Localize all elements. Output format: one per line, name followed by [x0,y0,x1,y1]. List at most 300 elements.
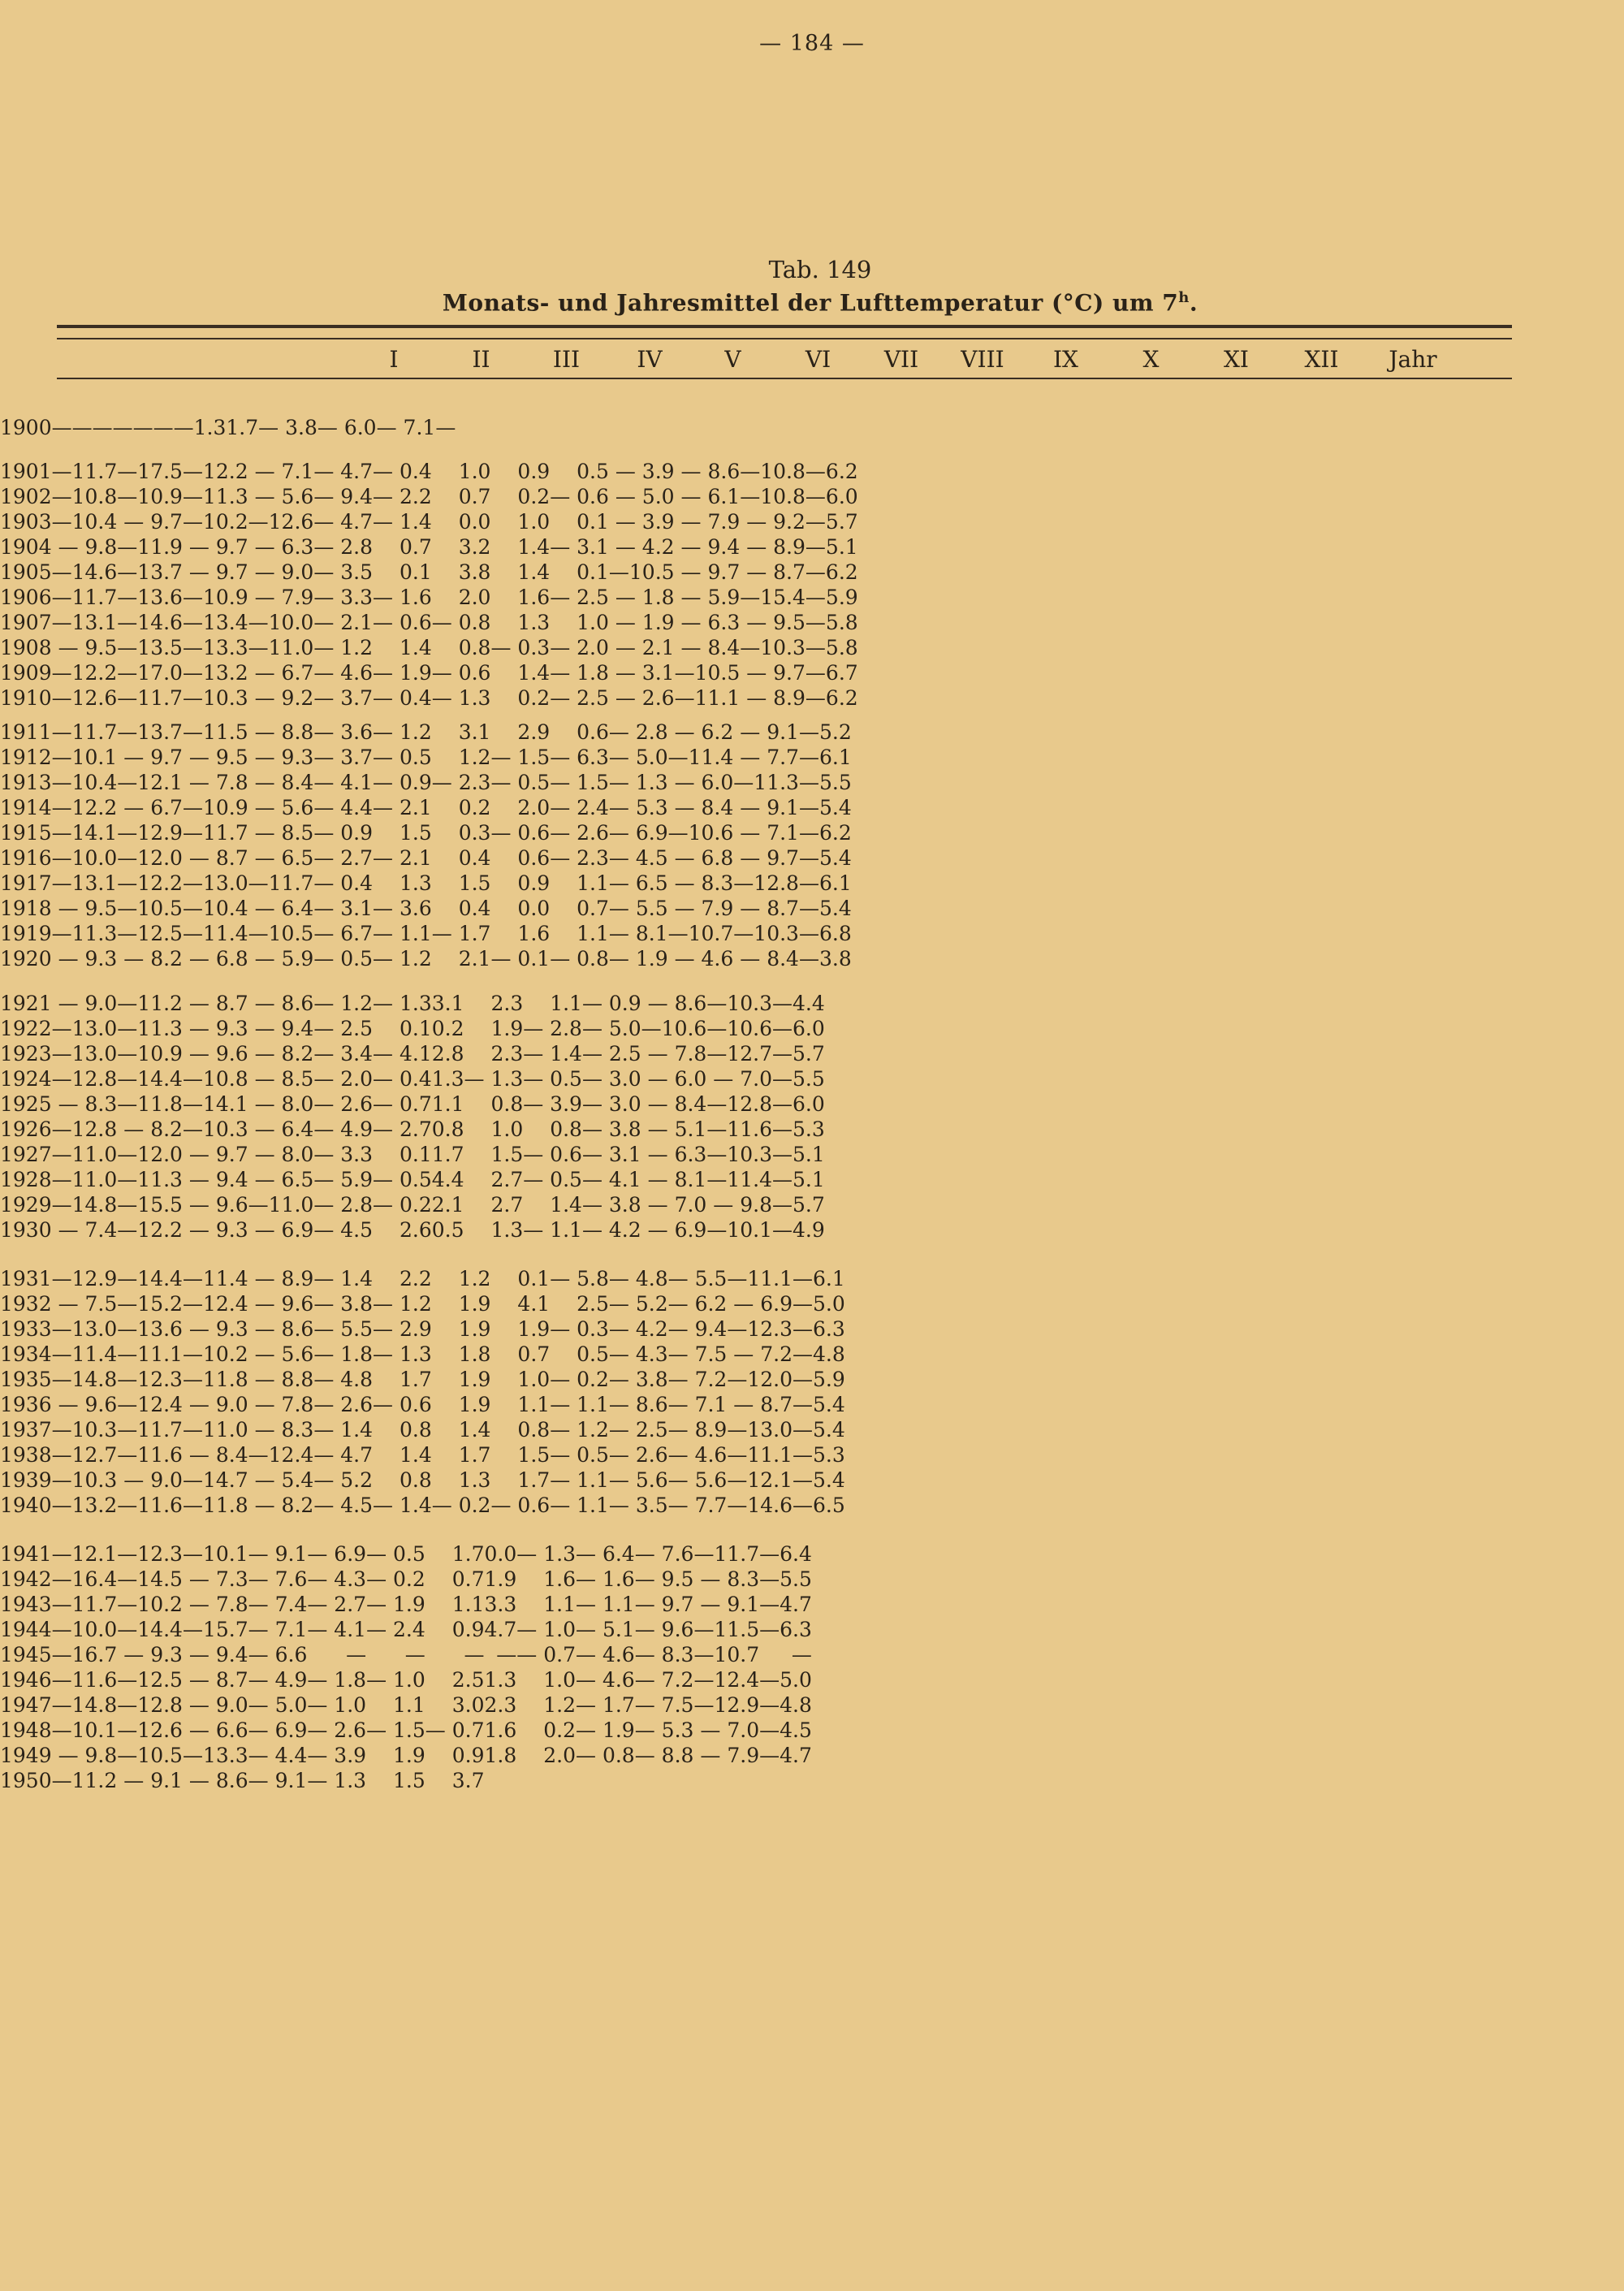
year-cell: 1935 [0,1368,52,1391]
value-cell: — 8.4 [188,1443,248,1467]
value-cell: — 4.7 [313,1443,374,1467]
year-cell: 1922 [0,1017,52,1040]
value-cell: 1.6 [543,1567,576,1591]
value-cell: — 0.7 [373,1092,432,1116]
value-cell: — 1.8 [313,1342,374,1366]
value-cell: —4.5 [759,1718,812,1742]
value-cell: — 1.7 [431,922,491,945]
value-cell: — 5.0 [581,1017,641,1040]
value-cell: — 1.5 [550,771,609,794]
value-cell: — 3.1 [313,897,374,920]
year-cell: 1900 [0,416,52,439]
value-cell: 3.0 [451,1693,485,1717]
value-cell: — 6.9 [307,1542,367,1566]
value-cell: — 8.6 [680,460,741,483]
value-cell: —12.8 [51,1067,118,1091]
value-cell: — 3.9 [615,460,675,483]
value-cell: — 7.3 [188,1567,248,1591]
value-cell: 1.4 [517,661,551,685]
value-cell: — 1.0 [366,1668,425,1692]
table-title [0,289,1624,316]
value-cell: —11.5 [693,1618,760,1641]
value-cell: —5.4 [793,1468,845,1492]
value-cell: — 8.3 [58,1092,118,1116]
year-cell: 1941 [0,1542,52,1566]
table-row [0,659,858,685]
value-cell: —4.9 [772,1218,825,1242]
value-cell: —13.0 [51,1317,118,1341]
value-cell: — 5.6 [608,1468,668,1492]
value-cell: — 4.9 [248,1668,308,1692]
value-cell: 2.9 [517,720,551,744]
value-cell: — 0.8 [576,1744,635,1767]
value-cell: — 4.8 [313,1368,374,1391]
value-cell: — 2.7 [307,1593,367,1616]
value-cell: — 2.5 [313,1017,374,1040]
table-row [0,584,858,609]
value-cell: — 3.8 [608,1368,668,1391]
value-cell: —13.2 [182,661,248,685]
value-cell: —12.8 [733,871,799,895]
value-cell: — 4.3 [307,1567,367,1591]
value-cell: —13.7 [117,720,183,744]
value-cell: — 0.2 [366,1567,425,1591]
value-cell: — 9.6 [188,1042,248,1066]
column-header: VIII [961,345,1004,373]
table-row [0,1666,812,1692]
value-cell: — 8.8 [254,1368,314,1391]
value-cell: — 4.1 [581,1168,641,1191]
value-cell: —6.3 [759,1618,812,1641]
table-row [0,458,858,483]
value-cell: 1.1 [451,1593,485,1616]
value-cell [635,1767,694,1792]
column-header: VII [883,345,919,373]
value-cell: 0.8 [517,1418,551,1442]
value-cell: —5.7 [805,510,858,534]
value-cell: —14.6 [51,560,118,584]
value-cell: 1.2 [458,746,491,769]
value-cell: 1.3 [517,611,551,634]
value-cell: — 8.6 [647,992,707,1015]
value-cell: 1.7 [451,1542,485,1566]
value-cell: 0.5 [577,1342,609,1366]
value-cell: — 3.9 [307,1744,367,1767]
value-cell: — 9.8 [713,1193,773,1217]
value-cell: — 4.7 [313,460,374,483]
value-cell: —11.0 [51,1143,118,1166]
value-cell: —10.9 [117,1042,183,1066]
value-cell: —12.8 [706,1092,773,1116]
value-cell: — 2.9 [373,1317,432,1341]
value-cell: — 8.1 [647,1168,707,1191]
value-cell: —10.1 [51,1718,118,1742]
table-row [0,1040,825,1066]
value-cell: —12.3 [117,1368,183,1391]
value-cell: — 3.8 [258,416,317,439]
value-cell: 1.9 [458,1317,491,1341]
value-cell: —14.5 [117,1567,183,1591]
value-cell [759,1767,812,1792]
value-cell: — 1.1 [550,1393,609,1416]
table-row [0,1492,845,1517]
value-cell: 1.0 [517,1368,551,1391]
value-cell: — 0.4 [373,686,432,710]
value-cell: — 1.4 [313,1418,374,1442]
top-rule-thin [57,338,1512,339]
value-cell: — 9.1 [740,796,799,819]
table-row [0,508,858,534]
column-header: XII [1304,345,1339,373]
value-cell: — [464,1643,485,1666]
value-cell: — 3.1 [615,661,675,685]
value-cell: — 1.8 [307,1668,367,1692]
value-cell: —5.5 [772,1067,825,1091]
value-cell: 1.6 [484,1718,517,1742]
year-cell: 1919 [0,922,52,945]
value-cell: —10.6 [706,1017,773,1040]
value-cell: 1.0 [458,460,491,483]
value-cell: 2.7 [490,1168,524,1191]
value-cell: — 8.0 [254,1143,314,1166]
value-cell: —6.0 [805,485,858,508]
value-cell: 3.7 [451,1769,485,1792]
table-row [0,534,858,559]
value-cell: —10.9 [117,485,183,508]
value-cell: —14.7 [182,1468,248,1492]
value-cell: — 6.9 [733,1292,793,1316]
value-cell: —12.1 [727,1468,793,1492]
value-cell: —14.8 [51,1368,118,1391]
value-cell: — 3.1 [581,1143,641,1166]
value-cell: —10.4 [51,510,118,534]
value-cell: — 7.2 [667,1368,728,1391]
value-cell: —11.4 [706,1168,773,1191]
value-cell: —13.1 [51,611,118,634]
value-cell: — 6.5 [254,846,314,870]
value-cell: 1.5 [517,1443,551,1467]
value-cell: —13.4 [182,611,248,634]
value-cell: —5.0 [759,1668,812,1692]
value-cell: —12.5 [117,922,183,945]
value-cell: —12.0 [117,1143,183,1166]
table-row [0,1366,845,1391]
value-cell: — 1.6 [576,1567,635,1591]
value-cell: — 0.2 [431,1493,491,1517]
value-cell: 1.3 [458,1468,491,1492]
value-cell: — 9.7 [188,560,248,584]
value-cell: —4.4 [772,992,825,1015]
value-cell: — 9.4 [680,535,741,559]
value-cell: —11.2 [117,992,183,1015]
value-cell: — 0.6 [523,1143,582,1166]
value-cell: — 9.6 [58,1393,118,1416]
value-cell: 1.2 [543,1693,576,1717]
value-cell: — [71,416,93,439]
value-cell: — 9.0 [254,560,314,584]
value-cell: — 9.0 [188,1693,248,1717]
value-cell: — 1.3 [373,1342,432,1366]
value-cell: — [404,1643,425,1666]
year-cell: 1929 [0,1193,52,1217]
value-cell: —10.6 [641,1017,707,1040]
value-cell: — 1.1 [576,1593,635,1616]
value-cell: — 9.0 [188,1393,248,1416]
value-cell: — 1.9 [576,1718,635,1742]
value-cell: —13.0 [51,1017,118,1040]
value-cell: — 1.1 [550,1468,609,1492]
table-row [0,819,852,845]
value-cell: —11.1 [674,686,741,710]
value-cell: — 4.7 [313,510,374,534]
value-cell: — 9.2 [254,686,314,710]
table-row [0,1217,825,1242]
value-cell: —16.7 [51,1643,118,1666]
table-row [0,1442,845,1467]
header-bottom-rule [57,378,1512,379]
value-cell: 0.8 [458,636,491,659]
year-cell: 1949 [0,1744,52,1767]
table-row [0,769,852,794]
value-cell: 0.1 [399,560,432,584]
value-cell: — 5.5 [313,1317,374,1341]
column-header: II [472,345,490,373]
value-cell: — 5.6 [254,796,314,819]
value-cell: — 9.7 [740,846,799,870]
value-cell: —11.7 [51,460,118,483]
value-cell: —5.8 [805,611,858,634]
value-cell: — 1.0 [307,1693,367,1717]
value-cell: — 3.1 [550,535,609,559]
value-cell: — 9.1 [248,1542,308,1566]
table-row [0,1742,812,1767]
value-cell: — 8.9 [746,535,806,559]
value-cell: — 9.7 [188,535,248,559]
value-cell: 3.3 [484,1593,517,1616]
value-cell: — 8.2 [123,1117,183,1141]
value-cell: — 5.6 [254,485,314,508]
value-cell: —15.7 [182,1618,248,1641]
value-cell: — 1.5 [490,746,551,769]
value-cell: — 2.6 [608,1443,668,1467]
value-cell: —6.0 [772,1092,825,1116]
year-cell: 1938 [0,1443,52,1467]
value-cell: —11.4 [182,1267,248,1290]
value-cell: —12.4 [248,1443,314,1467]
value-cell: — 0.5 [490,771,551,794]
top-rule-thick [57,325,1512,328]
value-cell: — 3.0 [581,1092,641,1116]
value-cell: —6.8 [798,922,852,945]
year-cell: 1939 [0,1468,52,1492]
value-cell: — 8.6 [254,1317,314,1341]
value-cell: — 2.2 [373,485,432,508]
value-cell: —11.7 [51,1593,118,1616]
value-cell: — 2.1 [373,846,432,870]
value-cell: 1.4 [517,535,551,559]
value-cell: — 2.6 [550,821,609,845]
value-cell: — 6.0 [647,1067,707,1091]
value-cell: —5.3 [793,1443,845,1467]
value-cell: 1.9 [484,1567,517,1591]
value-cell: — 8.2 [254,1042,314,1066]
value-cell: — 1.4 [373,1493,432,1517]
value-cell: —13.2 [51,1493,118,1517]
value-cell: —11.1 [727,1443,793,1467]
year-cell: 1914 [0,796,52,819]
value-cell: — 6.7 [254,661,314,685]
value-cell: —10.7 [667,922,734,945]
value-cell: 4.1 [517,1292,551,1316]
value-cell: —11.8 [117,1092,183,1116]
value-cell: —11.8 [182,1368,248,1391]
year-cell: 1947 [0,1693,52,1717]
value-cell: — 6.9 [608,821,668,845]
value-cell: — 1.4 [373,510,432,534]
year-cell: 1931 [0,1267,52,1290]
value-cell: —16.4 [51,1567,118,1591]
value-cell: — 8.9 [667,1418,728,1442]
value-cell: — 8.6 [188,1769,248,1792]
table-row [0,1066,825,1091]
value-cell: —14.6 [727,1493,793,1517]
value-cell: —10.1 [51,746,118,769]
value-cell: — 6.0 [317,416,377,439]
value-cell: —6.2 [805,460,858,483]
value-cell: —10.8 [182,1067,248,1091]
year-cell: 1916 [0,846,52,870]
value-cell: — 6.2 [667,1292,728,1316]
value-cell: — 9.1 [248,1769,308,1792]
value-cell: —13.6 [117,586,183,609]
value-cell: 1.6 [517,922,551,945]
value-cell: —10.9 [182,586,248,609]
value-cell: — 5.1 [647,1117,707,1141]
value-cell: 0.1 [399,1143,432,1166]
value-cell: —10.5 [117,897,183,920]
value-cell: —12.2 [51,661,118,685]
value-cell: — 7.1 [740,821,799,845]
value-cell: —13.0 [51,1042,118,1066]
value-cell: — 1.3 [608,771,668,794]
value-cell: —11.0 [248,636,314,659]
value-cell: — 8.5 [254,821,314,845]
value-cell: — 2.5 [581,1042,641,1066]
value-cell: 1.1 [517,1393,551,1416]
value-cell: —6.2 [798,821,852,845]
value-cell: 1.3 [484,1668,517,1692]
page-number: — 184 — [759,31,865,56]
value-cell: 2.1 [431,1193,464,1217]
value-cell: 0.1 [577,510,609,534]
value-cell: 0.7 [399,535,432,559]
value-cell: —14.1 [182,1092,248,1116]
value-cell: — 1.7 [576,1693,635,1717]
value-cell: — 0.5 [523,1168,582,1191]
value-cell: —11.3 [117,1017,183,1040]
value-cell: —11.7 [117,686,183,710]
value-cell: — 1.2 [373,947,432,970]
value-cell: —5.4 [798,846,852,870]
table-row [0,1767,812,1792]
column-header: IV [637,345,663,373]
value-cell: —12.6 [248,510,314,534]
value-cell: — 6.7 [123,796,183,819]
value-cell: —13.7 [117,560,183,584]
value-cell: — 2.5 [608,1418,668,1442]
value-cell: — 1.4 [523,1042,582,1066]
value-cell: — 7.0 [713,1067,773,1091]
value-cell: — 4.1 [313,771,374,794]
value-cell: 2.5 [451,1668,485,1692]
value-cell: 0.0 [458,510,491,534]
value-cell: — 4.5 [313,1493,374,1517]
value-cell: —14.1 [51,821,118,845]
value-cell: — 8.4 [647,1092,707,1116]
value-cell: — 1.9 [366,1593,425,1616]
value-cell: 1.4 [550,1193,582,1217]
value-cell: —6.1 [793,1267,845,1290]
value-cell: — [153,416,174,439]
value-cell: —12.4 [693,1668,760,1692]
value-cell: — 9.6 [188,1193,248,1217]
value-cell: 3.1 [431,992,464,1015]
table-row [0,870,852,895]
title-text: Monats- und Jahresmittel der Lufttemperatur (°C) um 7 [442,289,1179,317]
year-cell: 1946 [0,1668,52,1692]
value-cell: — [496,1643,517,1666]
value-cell: — 2.5 [550,686,609,710]
value-cell: — 2.6 [313,1092,374,1116]
value-cell: 1.6 [517,586,551,609]
value-cell: —12.9 [117,821,183,845]
value-cell: — 7.2 [733,1342,793,1366]
value-cell: — 9.7 [123,746,183,769]
value-cell: —5.5 [759,1567,812,1591]
value-cell: — 1.2 [373,1292,432,1316]
value-cell: — 5.2 [608,1292,668,1316]
value-cell: 1.1 [577,871,609,895]
value-cell: —14.6 [117,611,183,634]
value-cell: — 9.5 [746,611,806,634]
value-cell: —4.7 [759,1593,812,1616]
value-cell: — 7.5 [667,1342,728,1366]
value-cell: — [51,416,72,439]
table-block [0,414,456,439]
value-cell: —10.2 [117,1593,183,1616]
value-cell: — 0.5 [366,1542,425,1566]
value-cell: —11.7 [51,586,118,609]
value-cell: — 9.3 [188,1017,248,1040]
value-cell: 1.0 [517,510,551,534]
value-cell: — 6.1 [680,485,741,508]
year-cell: 1904 [0,535,52,559]
value-cell: —11.7 [182,821,248,845]
value-cell: 1.9 [490,1017,524,1040]
value-cell: —10.3 [706,1143,773,1166]
value-cell: 0.2 [458,796,491,819]
column-header: VI [805,345,831,373]
value-cell: —10.3 [51,1468,118,1492]
table-block [0,719,852,970]
value-cell: —12.2 [117,1218,183,1242]
value-cell: 1.4 [399,1443,432,1467]
value-cell: —10.9 [182,796,248,819]
value-cell: — 2.1 [615,636,675,659]
value-cell: — 2.6 [313,1393,374,1416]
value-cell: —10.1 [706,1218,773,1242]
value-cell: — 1.1 [550,1493,609,1517]
